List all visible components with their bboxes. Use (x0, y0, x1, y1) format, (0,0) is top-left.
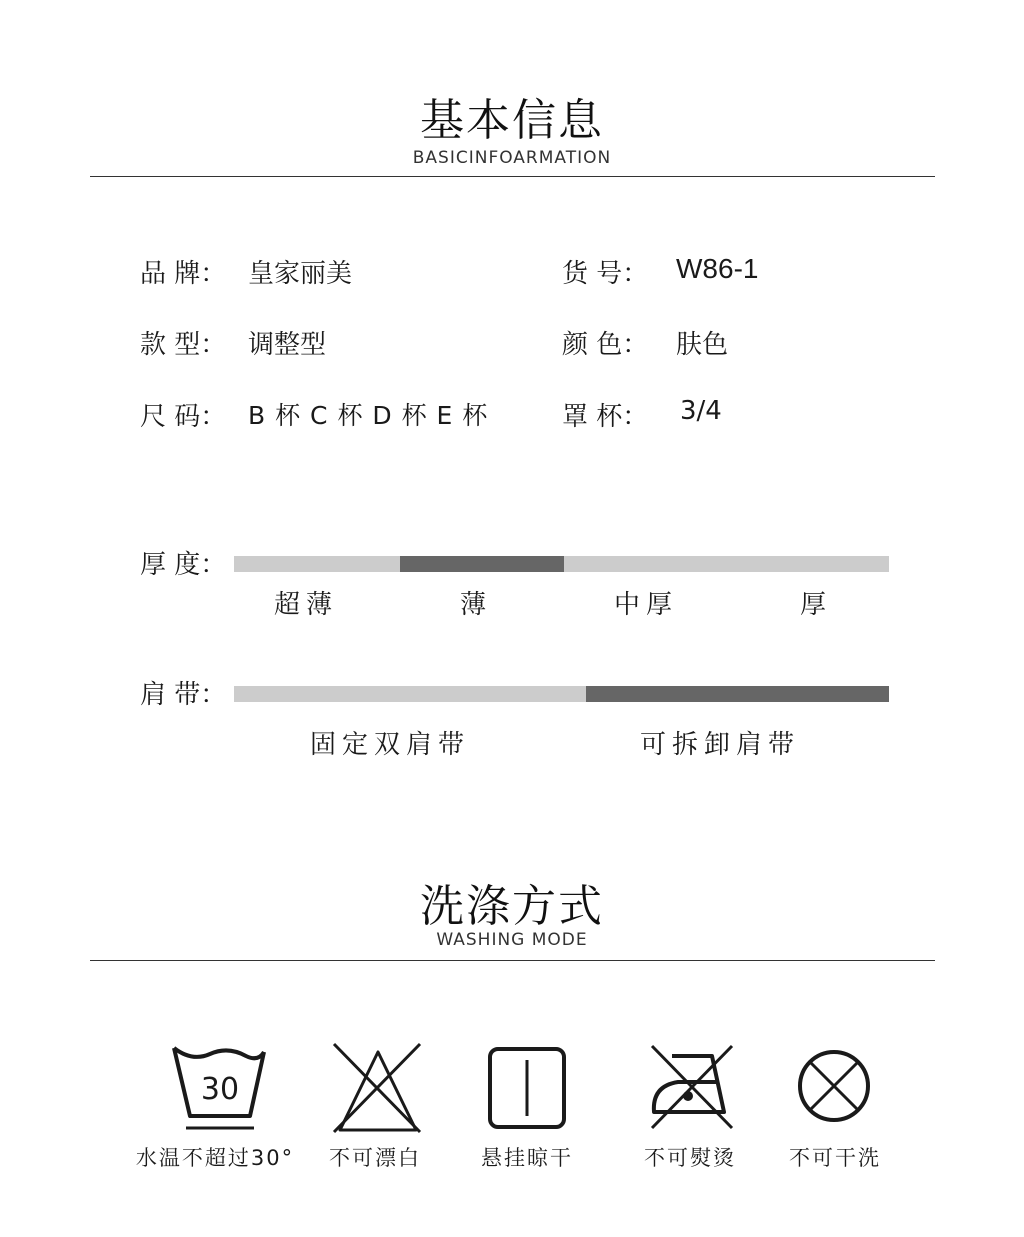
style-label: 款 型： (140, 330, 227, 360)
no-iron-icon (648, 1042, 738, 1132)
no-dry-clean-icon (796, 1048, 872, 1124)
cup-label: 罩 杯： (562, 402, 649, 432)
wash-30-icon (170, 1044, 270, 1134)
washing-subtitle: WASHING MODE (436, 930, 588, 950)
straps-segment-fixed (234, 686, 586, 702)
size-value: B 杯 C 杯 D 杯 E 杯 (248, 401, 488, 430)
thickness-segment-thin-selected (400, 556, 564, 572)
hang-dry-caption: 悬挂晾干 (481, 1146, 573, 1170)
size-label: 尺 码： (140, 402, 227, 432)
item-number-label: 货 号： (562, 259, 649, 289)
brand-value: 皇家丽美 (248, 259, 353, 289)
thickness-segment-ultra-thin (234, 556, 400, 572)
straps-option-fixed: 固定双肩带 (309, 730, 470, 760)
wash-30-caption: 水温不超过30° (135, 1146, 295, 1170)
straps-label: 肩 带： (140, 680, 227, 710)
straps-option-detachable: 可拆卸肩带 (639, 730, 800, 760)
style-value: 调整型 (248, 330, 327, 360)
no-iron-caption: 不可熨烫 (644, 1146, 736, 1170)
color-value: 肤色 (676, 330, 729, 360)
thickness-segment-rest (564, 556, 889, 572)
hang-dry-icon (487, 1046, 567, 1130)
wash-temp-number: 30 (200, 1072, 240, 1107)
washing-title: 洗涤方式 (420, 881, 604, 932)
no-bleach-icon (330, 1040, 426, 1136)
color-label: 颜 色： (562, 330, 649, 360)
brand-label: 品 牌： (140, 259, 227, 289)
item-number-value: W86-1 (676, 253, 759, 284)
no-bleach-caption: 不可漂白 (329, 1146, 421, 1170)
divider (90, 960, 935, 961)
straps-segment-detachable-selected (586, 686, 889, 702)
cup-value: 3/4 (680, 396, 722, 426)
thickness-option-thin: 薄 (459, 590, 492, 620)
thickness-option-medium: 中厚 (613, 590, 678, 620)
divider (90, 176, 935, 177)
thickness-label: 厚 度： (140, 550, 227, 580)
basic-info-subtitle: BASICINFOARMATION (412, 148, 612, 168)
no-dry-clean-caption: 不可干洗 (789, 1146, 881, 1170)
basic-info-title: 基本信息 (420, 95, 604, 146)
thickness-option-ultra-thin: 超薄 (273, 590, 338, 620)
thickness-option-thick: 厚 (799, 590, 832, 620)
